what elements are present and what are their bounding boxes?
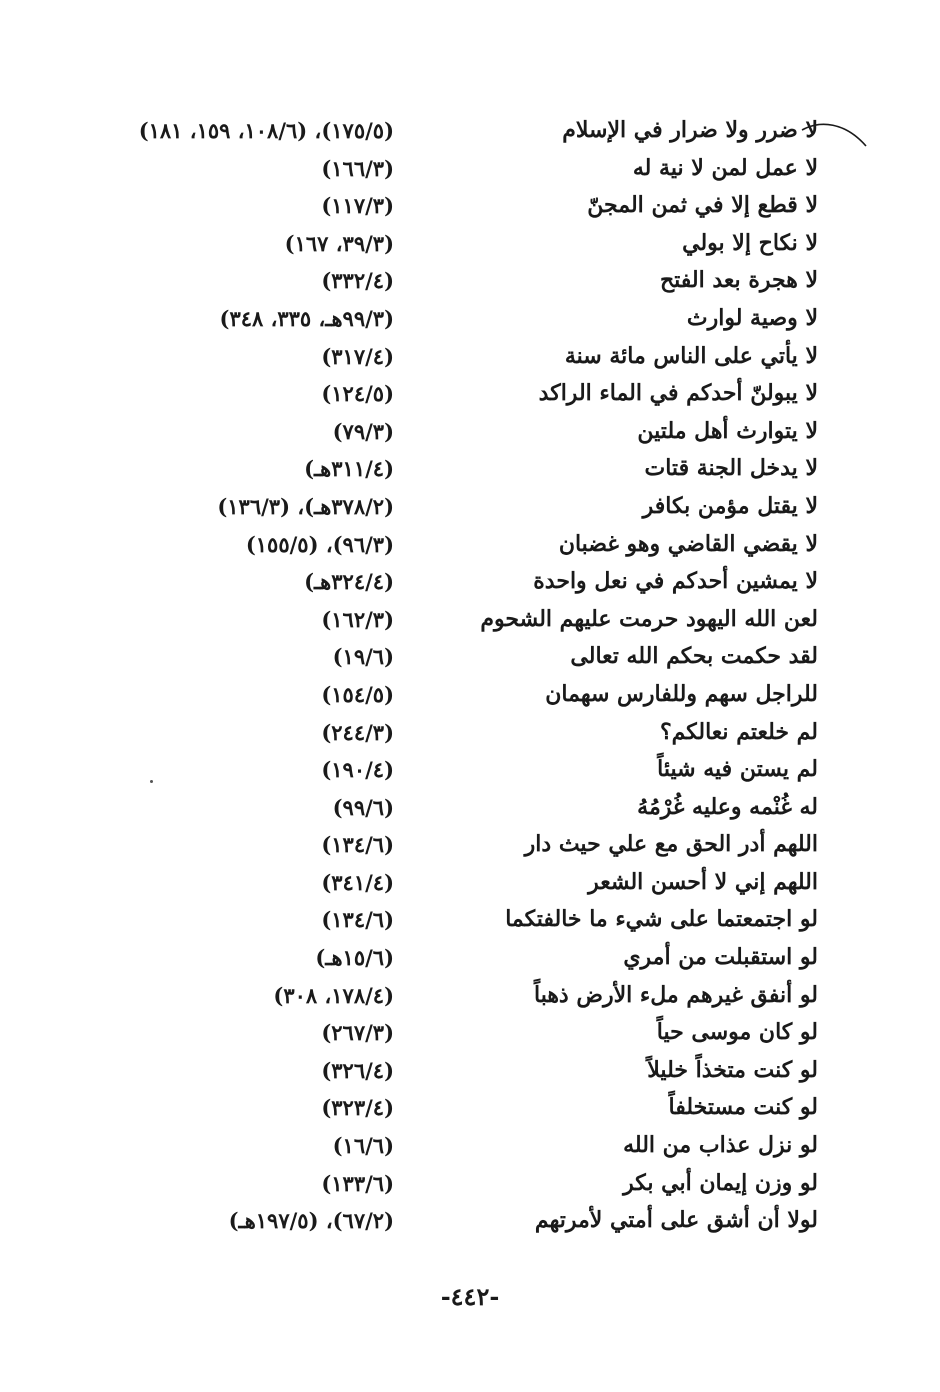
index-entry [0,864,940,902]
hadith-text: لا يمشين أحدكم في نعل واحدة [533,568,818,595]
volume-page-reference: (١٥٤/٥) [321,681,394,707]
index-entry [0,826,940,864]
hadith-text: لا يأتي على الناس مائة سنة [564,342,818,369]
volume-page-reference: (١٧٥/٥)، (١٠٨/٦، ١٥٩، ١٨١) [138,118,394,143]
volume-page-reference: (٦٧/٢)، (١٩٧/٥هـ) [228,1208,394,1234]
volume-page-reference: (١٥/٦هـ) [315,945,394,971]
volume-page-reference: (٩٩/٣هـ، ٣٣٥، ٣٤٨) [219,305,394,331]
index-entry [0,1127,940,1165]
hadith-text: له غُنْمه وعليه غُرْمُهُ [637,793,818,820]
index-entry [0,262,940,300]
hadith-text: لا يبولنّ أحدكم في الماء الراكد [538,380,818,407]
volume-page-reference: (٣٣٢/٤) [321,268,394,294]
index-entry [0,676,940,714]
hadith-text: لا يدخل الجنة قتات [644,455,818,482]
hadith-text: لعن الله اليهود حرمت عليهم الشحوم [480,605,818,632]
index-entry [0,563,940,601]
index-entry [0,1089,940,1127]
volume-page-reference: (١٧٨/٤، ٣٠٨) [273,982,394,1008]
volume-page-reference: (٧٩/٣) [332,418,394,444]
hadith-text: لو كان موسى حياً [656,1019,818,1046]
index-entry [0,488,940,526]
index-entry [0,939,940,977]
hadith-text: لو اجتمعتما على شيء ما خالفتكما [505,906,818,933]
hadith-text: لم خلعتم نعالكم؟ [659,718,818,745]
volume-page-reference: (٣٧٨/٢هـ)، (١٣٦/٣) [217,493,394,519]
hadith-text: لو أنفق غيرهم ملء الأرض ذهباً [533,981,818,1008]
index-entry [0,1014,940,1052]
volume-page-reference: (٣٩/٣، ١٦٧) [284,230,394,256]
volume-page-reference: (٢٤٤/٣) [321,719,394,745]
volume-page-reference: (٣٢٣/٤) [321,1095,394,1121]
index-entry [0,526,940,564]
hadith-text: لا ضرر ولا ضرار في الإسلام [562,117,818,143]
print-speck [150,780,153,783]
index-entry [0,714,940,752]
hadith-text: لا يقتل مؤمن بكافر [642,492,818,519]
hadith-text: اللهم إني لا أحسن الشعر [588,868,818,895]
hadith-text: لو كنت مستخلفاً [668,1094,818,1121]
volume-page-reference: (١٣٤/٦) [321,832,394,858]
volume-page-reference: (١٣٣/٦) [321,1170,394,1196]
volume-page-reference: (١٦٢/٣) [321,606,394,632]
hadith-text: لم يستن فيه شيئاً [657,756,818,783]
hadith-text: لا عمل لمن لا نية له [632,154,818,181]
hadith-text: لا يقضي القاضي وهو غضبان [558,530,818,557]
hadith-text: لو وزن إيمان أبي بكر [623,1169,818,1196]
volume-page-reference: (٢٦٧/٣) [321,1020,394,1046]
hadith-text: لقد حكمت بحكم الله تعالى [570,643,818,670]
hadith-text: لا وصية لوارث [686,304,818,331]
volume-page-reference: (١٩٠/٤) [321,757,394,783]
volume-page-reference: (٣١١/٤هـ) [304,456,394,482]
index-entry [0,601,940,639]
index-entry [0,789,940,827]
volume-page-reference: (٣٤١/٤) [321,869,394,895]
hadith-text: لا نكاح إلا بولي [682,229,818,256]
volume-page-reference: (٩٦/٣)، (١٥٥/٥) [245,531,394,557]
volume-page-reference: (٣٢٦/٤) [321,1057,394,1083]
index-entry [0,1202,940,1240]
index-entry [0,901,940,939]
index-entry [0,1052,940,1090]
hadith-text: لولا أن أشق على أمتي لأمرتهم [534,1207,818,1234]
hadith-text: اللهم أدر الحق مع علي حيث دار [524,831,818,858]
volume-page-reference: (٣١٧/٤) [321,343,394,369]
volume-page-reference: (٩٩/٦) [332,794,394,820]
hadith-text: للراجل سهم وللفارس سهمان [545,680,818,707]
hadith-text: لا هجرة بعد الفتح [659,267,818,294]
hadith-text: لو استقبلت من أمري [623,944,818,971]
hadith-index-list [0,112,940,1240]
index-entry [0,375,940,413]
volume-page-reference: (١٢٤/٥) [321,381,394,407]
index-entry [0,300,940,338]
volume-page-reference: (٣٢٤/٤هـ) [304,569,394,595]
index-entry [0,1165,940,1203]
index-entry [0,225,940,263]
volume-page-reference: (١١٧/٣) [321,193,394,219]
hadith-text: لا يتوارث أهل ملتين [637,417,818,444]
index-entry [0,413,940,451]
index-entry [0,751,940,789]
volume-page-reference: (١٩/٦) [332,644,394,670]
hadith-text: لو نزل عذاب من الله [623,1132,818,1159]
hadith-text: لا قطع إلا في ثمن المجنّ [587,192,818,219]
index-entry [0,112,940,150]
hadith-text: لو كنت متخذاً خليلاً [647,1056,818,1083]
index-entry [0,638,940,676]
volume-page-reference: (١٦/٦) [332,1133,394,1159]
page-number: -٤٤٢- [440,1282,500,1311]
index-entry [0,187,940,225]
index-entry [0,150,940,188]
index-entry [0,450,940,488]
index-entry [0,977,940,1015]
volume-page-reference: (١٦٦/٣) [321,155,394,181]
volume-page-reference: (١٣٤/٦) [321,907,394,933]
index-entry [0,338,940,376]
